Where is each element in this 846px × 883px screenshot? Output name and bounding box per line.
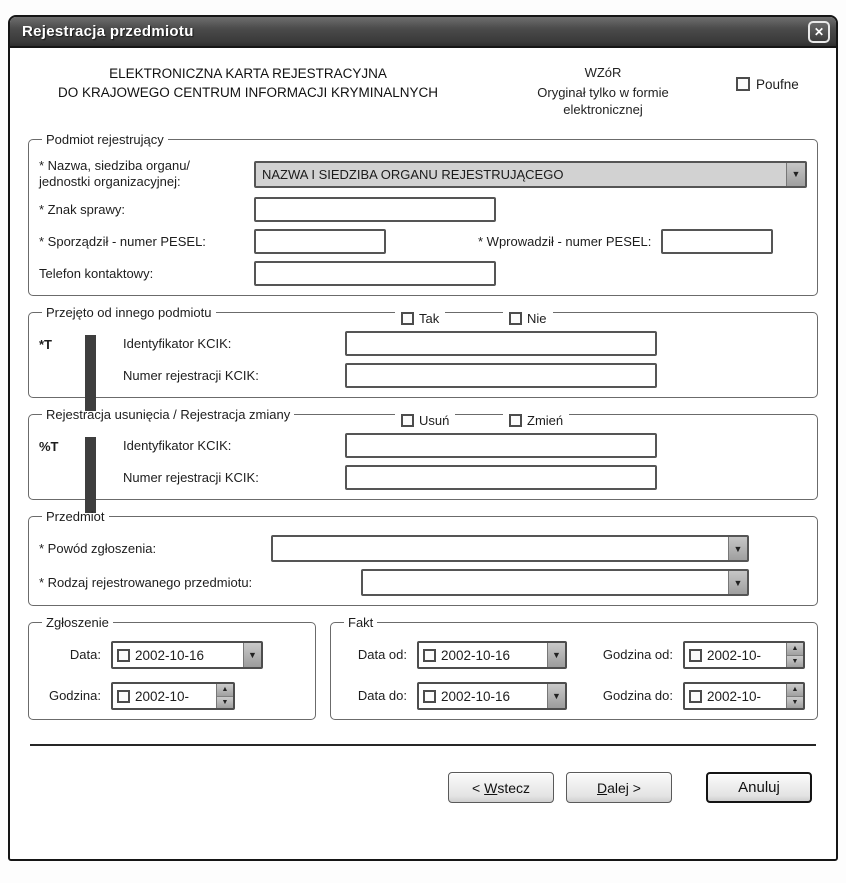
zmiana-identyfikator-input[interactable]	[345, 433, 657, 458]
telefon-input[interactable]	[254, 261, 496, 286]
poufne-checkbox[interactable]	[736, 77, 750, 91]
spin-up-icon[interactable]: ▲	[217, 684, 233, 697]
znak-sprawy-row	[39, 197, 807, 222]
przejeto-body	[39, 331, 807, 388]
wprowadzil-pesel-input[interactable]	[661, 229, 773, 254]
nazwa-combobox[interactable]	[254, 161, 807, 188]
nazwa-combobox-value: NAZWA I SIEDZIBA ORGANU REJESTRUJĄCEGO	[262, 166, 564, 182]
zmien-label: Zmień	[527, 413, 564, 428]
zgloszenie-godzina-label: Godzina:	[48, 688, 101, 703]
fakt-data-od-label: Data od:	[357, 647, 407, 662]
form-heading-line2: DO KRAJOWEGO CENTRUM INFORMACJI KRYMINALNYCH	[57, 85, 439, 100]
fakt-godzina-do-checkbox[interactable]	[689, 690, 702, 703]
group-zmiana-legend: Rejestracja usunięcia / Rejestracja zmiany	[46, 407, 291, 422]
fakt-godzina-do-spinner[interactable]	[683, 682, 805, 710]
nazwa-label: * Nazwa, siedziba organu/ jednostki organizacyjnej:	[39, 158, 191, 189]
zmiana-marker: %T	[39, 439, 59, 454]
spin-down-icon[interactable]: ▼	[787, 697, 803, 709]
sporzadzil-label: * Sporządził - numer PESEL:	[39, 233, 206, 249]
przejeto-identyfikator-label: Identyfikator KCIK:	[123, 335, 232, 351]
nie-field	[503, 311, 553, 326]
wzor-label: WZóR	[584, 65, 622, 80]
zmien-field	[503, 413, 569, 428]
wzor-note	[498, 64, 708, 118]
zmien-checkbox[interactable]	[509, 414, 522, 427]
group-span-bar	[85, 437, 96, 513]
zgloszenie-data-label: Data:	[69, 647, 101, 662]
spin-up-icon[interactable]: ▲	[787, 643, 803, 656]
form-heading-line1: ELEKTRONICZNA KARTA REJESTRACYJNA	[109, 66, 387, 81]
zgloszenie-godzina-value: 2002-10-	[135, 688, 190, 704]
nazwa-row	[39, 158, 807, 190]
calendar-dropdown-icon[interactable]: ▼	[547, 684, 565, 708]
dalej-button[interactable]: D alej >	[566, 772, 672, 803]
group-rejestracja-zmiany	[28, 407, 818, 500]
tak-checkbox[interactable]	[401, 312, 414, 325]
sporzadzil-pesel-input[interactable]	[254, 229, 386, 254]
nie-checkbox[interactable]	[509, 312, 522, 325]
przejeto-numer-label: Numer rejestracji KCIK:	[123, 367, 259, 383]
powod-combobox[interactable]	[271, 535, 749, 562]
group-zgloszenie-legend: Zgłoszenie	[46, 615, 109, 630]
poufne-field	[736, 64, 799, 104]
przejeto-numer-input[interactable]	[345, 363, 657, 388]
chevron-down-icon[interactable]: ▼	[786, 163, 805, 186]
fakt-godzina-od-spinner[interactable]	[683, 641, 805, 669]
group-przedmiot	[28, 509, 818, 606]
zmiana-numer-input[interactable]	[345, 465, 657, 490]
usun-label: Usuń	[419, 413, 450, 428]
poufne-label: Poufne	[756, 76, 799, 92]
calendar-dropdown-icon[interactable]: ▼	[243, 643, 261, 667]
time-spinner[interactable]	[786, 684, 803, 708]
znak-sprawy-input[interactable]	[254, 197, 496, 222]
tak-field	[395, 311, 445, 326]
window-title: Rejestracja przedmiotu	[22, 23, 194, 40]
time-spinner[interactable]	[216, 684, 233, 708]
chevron-down-icon[interactable]: ▼	[728, 537, 747, 560]
dialog-window	[8, 15, 838, 861]
dialog-content	[10, 48, 836, 859]
nie-label: Nie	[527, 311, 547, 326]
zgloszenie-data-picker[interactable]	[111, 641, 263, 669]
usun-field	[395, 413, 455, 428]
spin-up-icon[interactable]: ▲	[787, 684, 803, 697]
fakt-godzina-do-value: 2002-10-	[707, 688, 762, 704]
time-spinner[interactable]	[786, 643, 803, 667]
fakt-data-do-value: 2002-10-16	[441, 688, 511, 704]
original-note: Oryginał tylko w formie elektronicznej	[537, 85, 669, 117]
group-przedmiot-legend: Przedmiot	[46, 509, 105, 524]
fakt-godzina-od-value: 2002-10-	[707, 647, 762, 663]
przejeto-identyfikator-input[interactable]	[345, 331, 657, 356]
fakt-data-od-checkbox[interactable]	[423, 649, 436, 662]
telefon-row	[39, 261, 807, 286]
powod-label: * Powód zgłoszenia:	[39, 540, 157, 556]
fakt-godzina-od-checkbox[interactable]	[689, 649, 702, 662]
zgloszenie-data-value: 2002-10-16	[135, 647, 205, 663]
fakt-godzina-od-label: Godzina od:	[602, 647, 673, 662]
group-przejeto	[28, 305, 818, 398]
zmiana-body	[39, 433, 807, 490]
form-header	[28, 64, 818, 118]
close-icon: ✕	[813, 24, 825, 39]
telefon-label: Telefon kontaktowy:	[39, 265, 154, 281]
zgloszenie-godzina-checkbox[interactable]	[117, 690, 130, 703]
zgloszenie-godzina-spinner[interactable]	[111, 682, 235, 710]
spin-down-icon[interactable]: ▼	[217, 697, 233, 709]
usun-checkbox[interactable]	[401, 414, 414, 427]
spin-down-icon[interactable]: ▼	[787, 656, 803, 668]
zmiana-numer-label: Numer rejestracji KCIK:	[123, 469, 259, 485]
group-fakt-legend: Fakt	[348, 615, 374, 630]
fakt-data-do-picker[interactable]	[417, 682, 567, 710]
wprowadzil-label: * Wprowadził - numer PESEL:	[478, 233, 652, 249]
pesel-row	[39, 229, 807, 254]
zmiana-identyfikator-label: Identyfikator KCIK:	[123, 437, 232, 453]
powod-combobox-value	[273, 537, 728, 560]
group-podmiot-rejestrujacy	[28, 132, 818, 296]
wstecz-button[interactable]: < W stecz	[448, 772, 554, 803]
fakt-data-do-checkbox[interactable]	[423, 690, 436, 703]
group-span-bar	[85, 335, 96, 411]
rodzaj-combobox[interactable]	[361, 569, 749, 596]
group-zgloszenie	[28, 615, 316, 720]
przejeto-marker: *T	[39, 337, 52, 352]
fakt-data-od-value: 2002-10-16	[441, 647, 511, 663]
rodzaj-label: * Rodzaj rejestrowanego przedmiotu:	[39, 574, 253, 590]
separator-line	[30, 744, 816, 746]
calendar-dropdown-icon[interactable]: ▼	[547, 643, 565, 667]
fakt-data-do-label: Data do:	[357, 688, 407, 703]
button-row	[28, 772, 818, 803]
group-fakt	[330, 615, 818, 720]
form-heading	[28, 64, 468, 118]
rodzaj-combobox-value	[363, 571, 728, 594]
fakt-godzina-do-label: Godzina do:	[602, 688, 673, 703]
titlebar[interactable]	[10, 17, 836, 48]
fakt-data-od-picker[interactable]	[417, 641, 567, 669]
date-groups-row	[28, 615, 818, 720]
tak-label: Tak	[419, 311, 440, 326]
group-podmiot-legend: Podmiot rejestrujący	[46, 132, 164, 147]
anuluj-button[interactable]: Anuluj	[706, 772, 812, 803]
group-przejeto-legend: Przejęto od innego podmiotu	[46, 305, 212, 320]
chevron-down-icon[interactable]: ▼	[728, 571, 747, 594]
close-button[interactable]	[808, 21, 830, 43]
znak-sprawy-label: * Znak sprawy:	[39, 201, 125, 217]
zgloszenie-data-checkbox[interactable]	[117, 649, 130, 662]
